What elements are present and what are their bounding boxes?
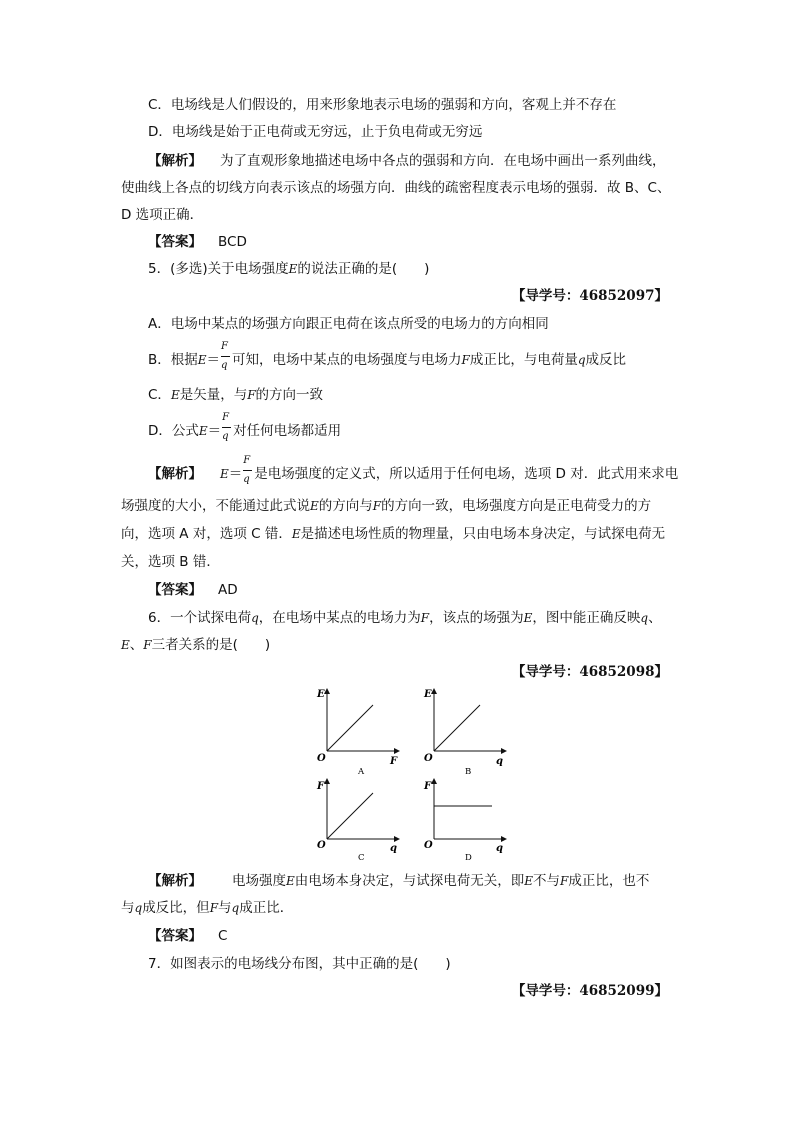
q6-answer [148, 926, 227, 946]
answer-value: AD [218, 582, 238, 598]
frac-den: q [222, 431, 229, 442]
opt-c-pre: C． [148, 387, 171, 403]
opt-d-pre: D．公式 [148, 423, 199, 439]
graph-d [423, 779, 506, 863]
var-E: E [286, 874, 295, 888]
graph-b [423, 689, 506, 777]
var-E: E [524, 874, 534, 888]
text-c: ，该点的场强为 [429, 610, 524, 626]
origin-label: O [317, 840, 326, 851]
origin-label: O [424, 840, 433, 851]
frac-den: q [221, 360, 228, 371]
graph-caption: D [465, 853, 472, 863]
q5-analysis-line-3 [121, 524, 665, 544]
q4-option-d: D．电场线是始于正电荷或无穷远，止于负电荷或无穷远 [148, 124, 483, 140]
text-a: 电场强度 [232, 873, 286, 889]
axis-x-label: q [390, 843, 397, 854]
opt-c-mid: 是矢量，与 [179, 387, 248, 403]
text-c: 与 [218, 900, 232, 916]
q4-analysis-line-3: D 选项正确． [121, 207, 204, 223]
opt-c-end: 的方向一致 [255, 387, 324, 403]
answer-tag: 【答案】 [148, 582, 202, 598]
stem-tail: 的说法正确的是( ) [297, 261, 430, 277]
text-a: 场强度的大小，不能通过此式说 [121, 498, 310, 514]
var-E: E [523, 611, 533, 625]
frac-num: F [243, 455, 251, 466]
analysis-tag: 【解析】 [148, 466, 202, 482]
ref-close: 】 [654, 983, 668, 999]
text-a: 6．一个试探电荷 [148, 610, 252, 626]
fraction-f-over-q [222, 412, 232, 442]
equals: ＝ [228, 466, 243, 482]
text-d: 成正比，也不 [568, 873, 650, 889]
opt-b-pre: B．根据 [148, 352, 198, 368]
var-q: q [134, 901, 143, 915]
q4-answer [148, 232, 247, 252]
var-E: E [291, 527, 301, 541]
var-E: E [198, 424, 208, 438]
var-F: F [143, 638, 152, 652]
answer-tag: 【答案】 [148, 928, 202, 944]
axis-x-label: q [496, 843, 503, 854]
frac-num: F [222, 412, 230, 423]
axis-y-label: F [424, 781, 432, 792]
text-b: 的方向与 [318, 498, 373, 514]
var-F: F [461, 353, 470, 367]
text-e: 、 [648, 610, 662, 626]
answer-value: C [218, 928, 228, 944]
ref-close: 】 [654, 288, 668, 304]
fraction-f-over-q [243, 455, 253, 485]
var-q: q [640, 611, 649, 625]
graph-caption: C [358, 853, 365, 863]
text-b: ，在电场中某点的电场力为 [258, 610, 421, 626]
opt-b-end: 成反比 [585, 352, 627, 368]
q4-option-c: C．电场线是人们假设的，用来形象地表示电场的强弱和方向，客观上并不存在 [148, 97, 617, 113]
q7-stem: 7．如图表示的电场线分布图，其中正确的是( ) [148, 956, 451, 972]
analysis-tag: 【解析】 [148, 873, 202, 889]
opt-b-mid2: 成正比，与电荷量 [469, 352, 578, 368]
frac-den: q [243, 474, 250, 485]
axis-y-label: E [424, 689, 432, 700]
text-b: 是描述电场性质的物理量，只由电场本身决定，与试探电荷无 [300, 526, 666, 542]
axis-y-label: F [317, 781, 325, 792]
text-c: 的方向一致，电场强度方向是正电荷受力的方 [381, 498, 652, 514]
axis-x-label: q [496, 756, 503, 767]
text-b: 三者关系的是( ) [151, 637, 271, 653]
var-E: E [220, 467, 229, 481]
graph-caption: A [358, 767, 365, 777]
var-F: F [209, 901, 219, 915]
q7-reference-number [512, 981, 668, 1001]
text-d: 成正比． [239, 900, 294, 916]
axis-y-label: E [317, 689, 325, 700]
var-q: q [231, 901, 240, 915]
text-a: 、 [129, 637, 144, 653]
answer-value: BCD [218, 234, 247, 250]
var-E: E [310, 499, 319, 513]
q5-answer [148, 580, 238, 600]
var-E: E [197, 353, 207, 367]
axis-x-label: F [390, 756, 398, 767]
analysis-tag: 【解析】 [148, 153, 202, 169]
var-q: q [251, 611, 259, 625]
analysis-text: 为了直观形象地描述电场中各点的强弱和方向．在电场中画出一系列曲线， [220, 153, 666, 169]
stem-text: 5．(多选)关于电场强度 [148, 261, 289, 277]
fraction-f-over-q [221, 341, 231, 371]
q5-analysis-line-1 [148, 455, 679, 485]
ref-num: 46852099 [579, 983, 655, 999]
q5-reference-number [512, 286, 668, 306]
q6-analysis-line-1 [148, 871, 649, 891]
q5-analysis-line-2 [121, 496, 651, 516]
ref-label: 【导学号： [511, 664, 580, 680]
q6-reference-number [512, 662, 668, 682]
graph-c [316, 779, 399, 863]
ref-num: 46852098 [579, 664, 655, 680]
text-a: 与 [121, 900, 135, 916]
q5-option-d [148, 412, 342, 442]
graph-a [316, 689, 399, 777]
text-c: 不与 [533, 873, 561, 889]
var-E: E [170, 388, 180, 402]
q4-analysis-line-1 [148, 151, 666, 171]
text-a: 向，选项 A 对，选项 C 错． [121, 526, 292, 542]
q5-option-c [148, 385, 323, 405]
q6-analysis-line-2 [121, 898, 293, 918]
q5-analysis-line-4: 关，选项 B 错． [121, 554, 220, 570]
opt-d-end: 对任何电场都适用 [233, 423, 342, 439]
equals: ＝ [207, 423, 222, 439]
equals: ＝ [206, 352, 221, 368]
var-F: F [247, 388, 256, 402]
ref-label: 【导学号： [511, 983, 580, 999]
analysis-text: 是电场强度的定义式，所以适用于任何电场，选项 D 对．此式用来求电 [254, 466, 679, 482]
var-q: q [577, 353, 586, 367]
q5-option-a: A．电场中某点的场强方向跟正电荷在该点所受的电场力的方向相同 [148, 316, 549, 332]
var-F: F [560, 874, 569, 888]
ref-close: 】 [654, 664, 668, 680]
q6-stem-line-2 [121, 635, 270, 655]
graph-caption: B [465, 767, 472, 777]
var-F: F [420, 611, 430, 625]
q6-stem-line-1 [148, 608, 662, 628]
q4-analysis-line-2: 使曲线上各点的切线方向表示该点的场强方向．曲线的疏密程度表示电场的强弱．故 B、C、 [121, 180, 671, 196]
var-F: F [372, 499, 382, 513]
q5-stem [148, 259, 429, 279]
q6-graphs-figure [305, 685, 515, 865]
var-E: E [288, 262, 298, 276]
answer-tag: 【答案】 [148, 234, 202, 250]
q5-option-b [148, 341, 627, 371]
text-d: ，图中能正确反映 [532, 610, 641, 626]
text-b: 成反比，但 [142, 900, 210, 916]
ref-label: 【导学号： [511, 288, 580, 304]
text-b: 由电场本身决定，与试探电荷无关，即 [294, 873, 525, 889]
origin-label: O [317, 753, 326, 764]
origin-label: O [424, 753, 433, 764]
var-E: E [121, 638, 130, 652]
frac-num: F [221, 341, 228, 352]
opt-b-mid: 可知，电场中某点的电场强度与电场力 [232, 352, 462, 368]
ref-num: 46852097 [579, 288, 655, 304]
